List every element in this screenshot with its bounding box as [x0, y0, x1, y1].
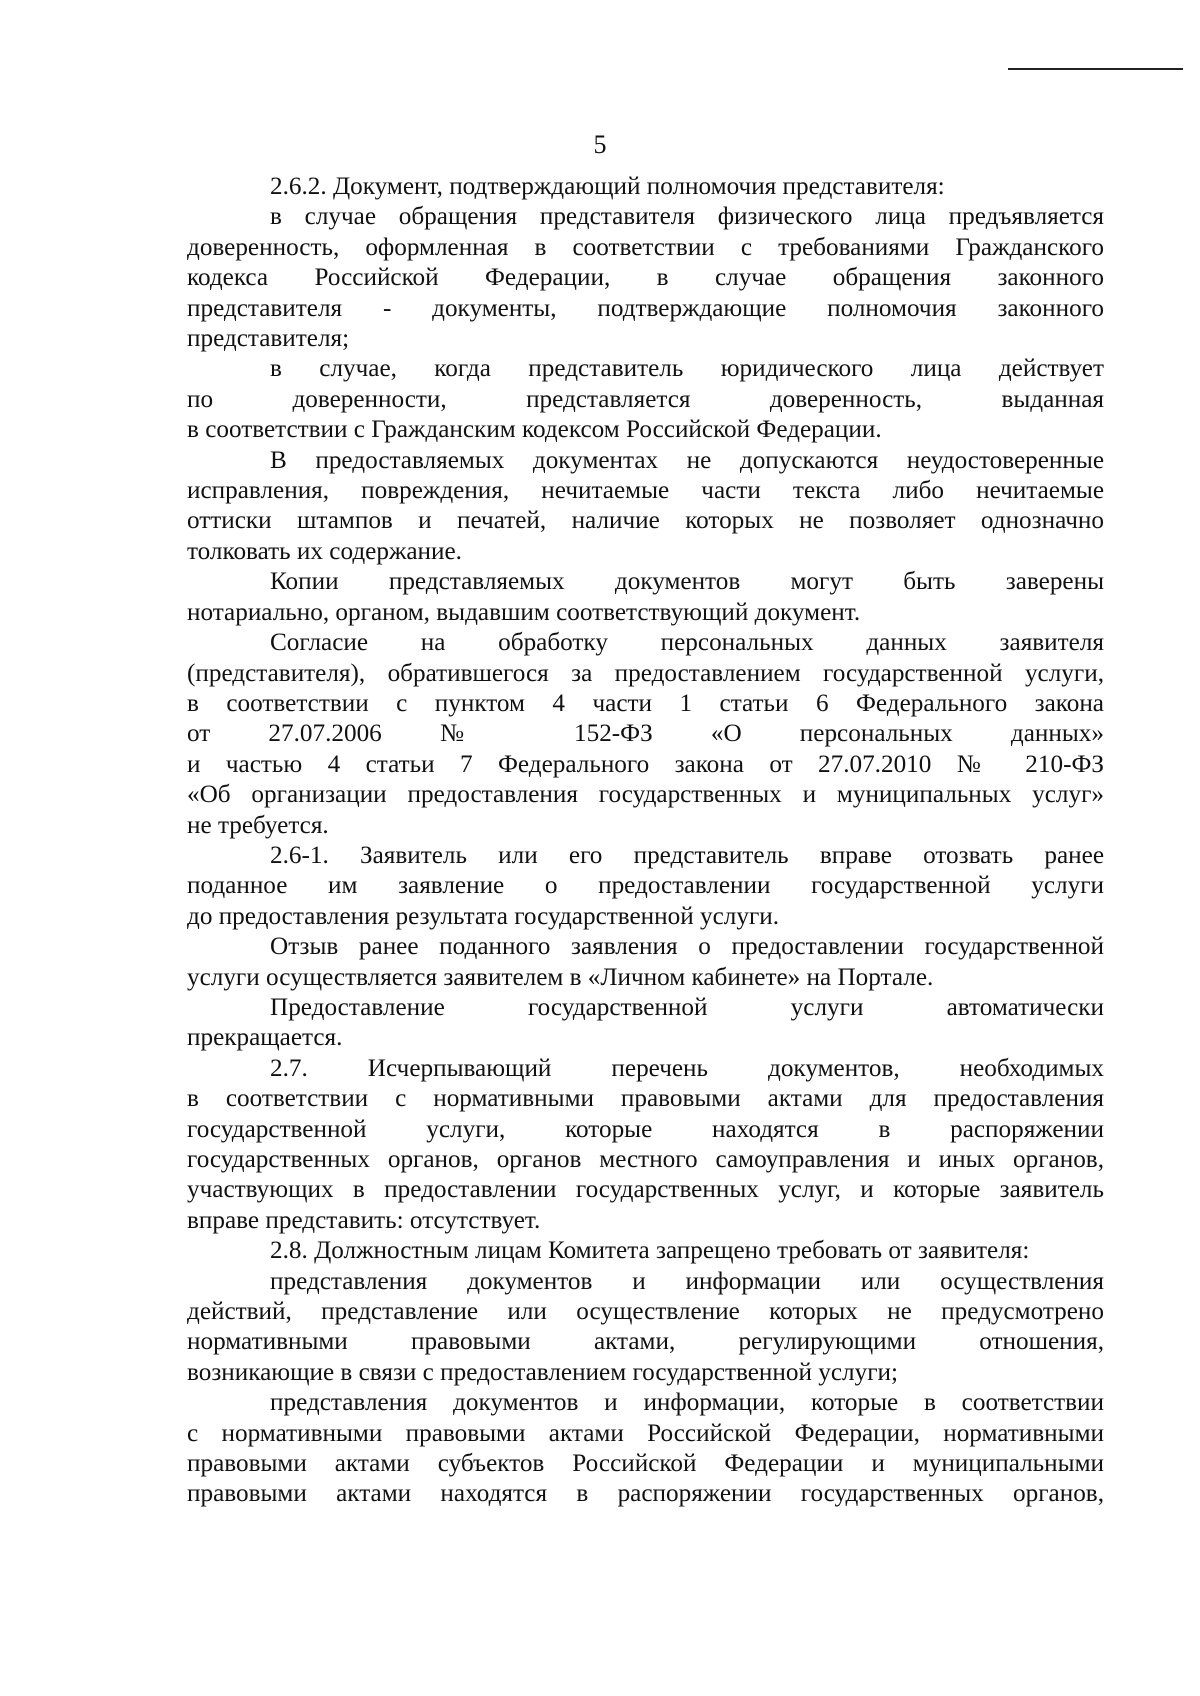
text-line: в соответствии с пунктом 4 части 1 статьи 6 Федерального закона: [187, 689, 1104, 717]
text-line: поданное им заявление о предоставлении государственной услуги: [187, 872, 1104, 900]
text-line: представителя;: [187, 325, 350, 353]
top-rule: [1008, 68, 1183, 70]
text-line: представления документов и информации, которые в соответствии: [270, 1389, 1104, 1417]
text-line: в соответствии с Гражданским кодексом Российской Федерации.: [187, 416, 882, 444]
text-line: исправления, повреждения, нечитаемые части текста либо нечитаемые: [187, 477, 1104, 505]
text-line: прекращается.: [187, 1024, 343, 1052]
text-line: «Об организации предоставления государственных и муниципальных услуг»: [187, 781, 1104, 809]
text-line: 2.7. Исчерпывающий перечень документов, необходимых: [270, 1054, 1104, 1082]
text-line: услуги осуществляется заявителем в «Личном кабинете» на Портале.: [187, 963, 934, 991]
text-line: доверенность, оформленная в соответствии с требованиями Гражданского: [187, 233, 1104, 261]
text-line: Согласие на обработку персональных данных заявителя: [270, 629, 1104, 657]
text-line: участвующих в предоставлении государственных услуг, и которые заявитель: [187, 1176, 1104, 1204]
text-line: в соответствии с нормативными правовыми актами для предоставления: [187, 1085, 1104, 1113]
text-line: толковать их содержание.: [187, 537, 462, 565]
text-line: 2.6-1. Заявитель или его представитель вправе отозвать ранее: [270, 841, 1104, 869]
page-number: 5: [593, 130, 607, 159]
text-line: Предоставление государственной услуги автоматически: [270, 993, 1104, 1021]
text-line: до предоставления результата государственной услуги.: [187, 902, 780, 930]
text-line: по доверенности, представляется доверенность, выданная: [187, 385, 1104, 413]
text-line: нотариально, органом, выдавшим соответствующий документ.: [187, 598, 861, 626]
text-line: от 27.07.2006 № 152-ФЗ «О персональных данных»: [187, 720, 1104, 748]
text-line: представителя - документы, подтверждающие полномочия законного: [187, 294, 1104, 322]
text-line: (представителя), обратившегося за предоставлением государственной услуги,: [187, 659, 1104, 687]
text-line: нормативными правовыми актами, регулирующими отношения,: [187, 1328, 1104, 1356]
text-line: 2.8. Должностным лицам Комитета запрещено требовать от заявителя:: [270, 1237, 1030, 1265]
text-line: в случае, когда представитель юридического лица действует: [270, 355, 1104, 383]
text-line: с нормативными правовыми актами Российской Федерации, нормативными: [187, 1419, 1104, 1447]
text-line: вправе представить: отсутствует.: [187, 1206, 541, 1234]
text-line: не требуется.: [187, 811, 329, 839]
text-line: государственной услуги, которые находятся в распоряжении: [187, 1115, 1104, 1143]
text-line: правовыми актами находятся в распоряжении государственных органов,: [187, 1480, 1104, 1508]
text-line: Копии представляемых документов могут быть заверены: [270, 568, 1104, 596]
text-line: правовыми актами субъектов Российской Федерации и муниципальными: [187, 1450, 1104, 1478]
body-text: [187, 172, 1104, 1510]
text-line: в случае обращения представителя физического лица предъявляется: [270, 203, 1104, 231]
text-line: оттиски штампов и печатей, наличие которых не позволяет однозначно: [187, 507, 1104, 535]
text-line: 2.6.2. Документ, подтверждающий полномочия представителя:: [270, 173, 945, 200]
text-line: государственных органов, органов местного самоуправления и иных органов,: [187, 1146, 1104, 1173]
text-line: возникающие в связи с предоставлением государственной услуги;: [187, 1358, 899, 1386]
text-line: В предоставляемых документах не допускаются неудостоверенные: [270, 446, 1104, 474]
text-line: и частью 4 статьи 7 Федерального закона от 27.07.2010 № 210-ФЗ: [187, 750, 1104, 778]
text-line: Отзыв ранее поданного заявления о предоставлении государственной: [270, 933, 1104, 961]
text-line: представления документов и информации или осуществления: [270, 1267, 1104, 1295]
text-line: действий, представление или осуществление которых не предусмотрено: [187, 1298, 1104, 1326]
text-line: кодекса Российской Федерации, в случае обращения законного: [187, 264, 1104, 292]
